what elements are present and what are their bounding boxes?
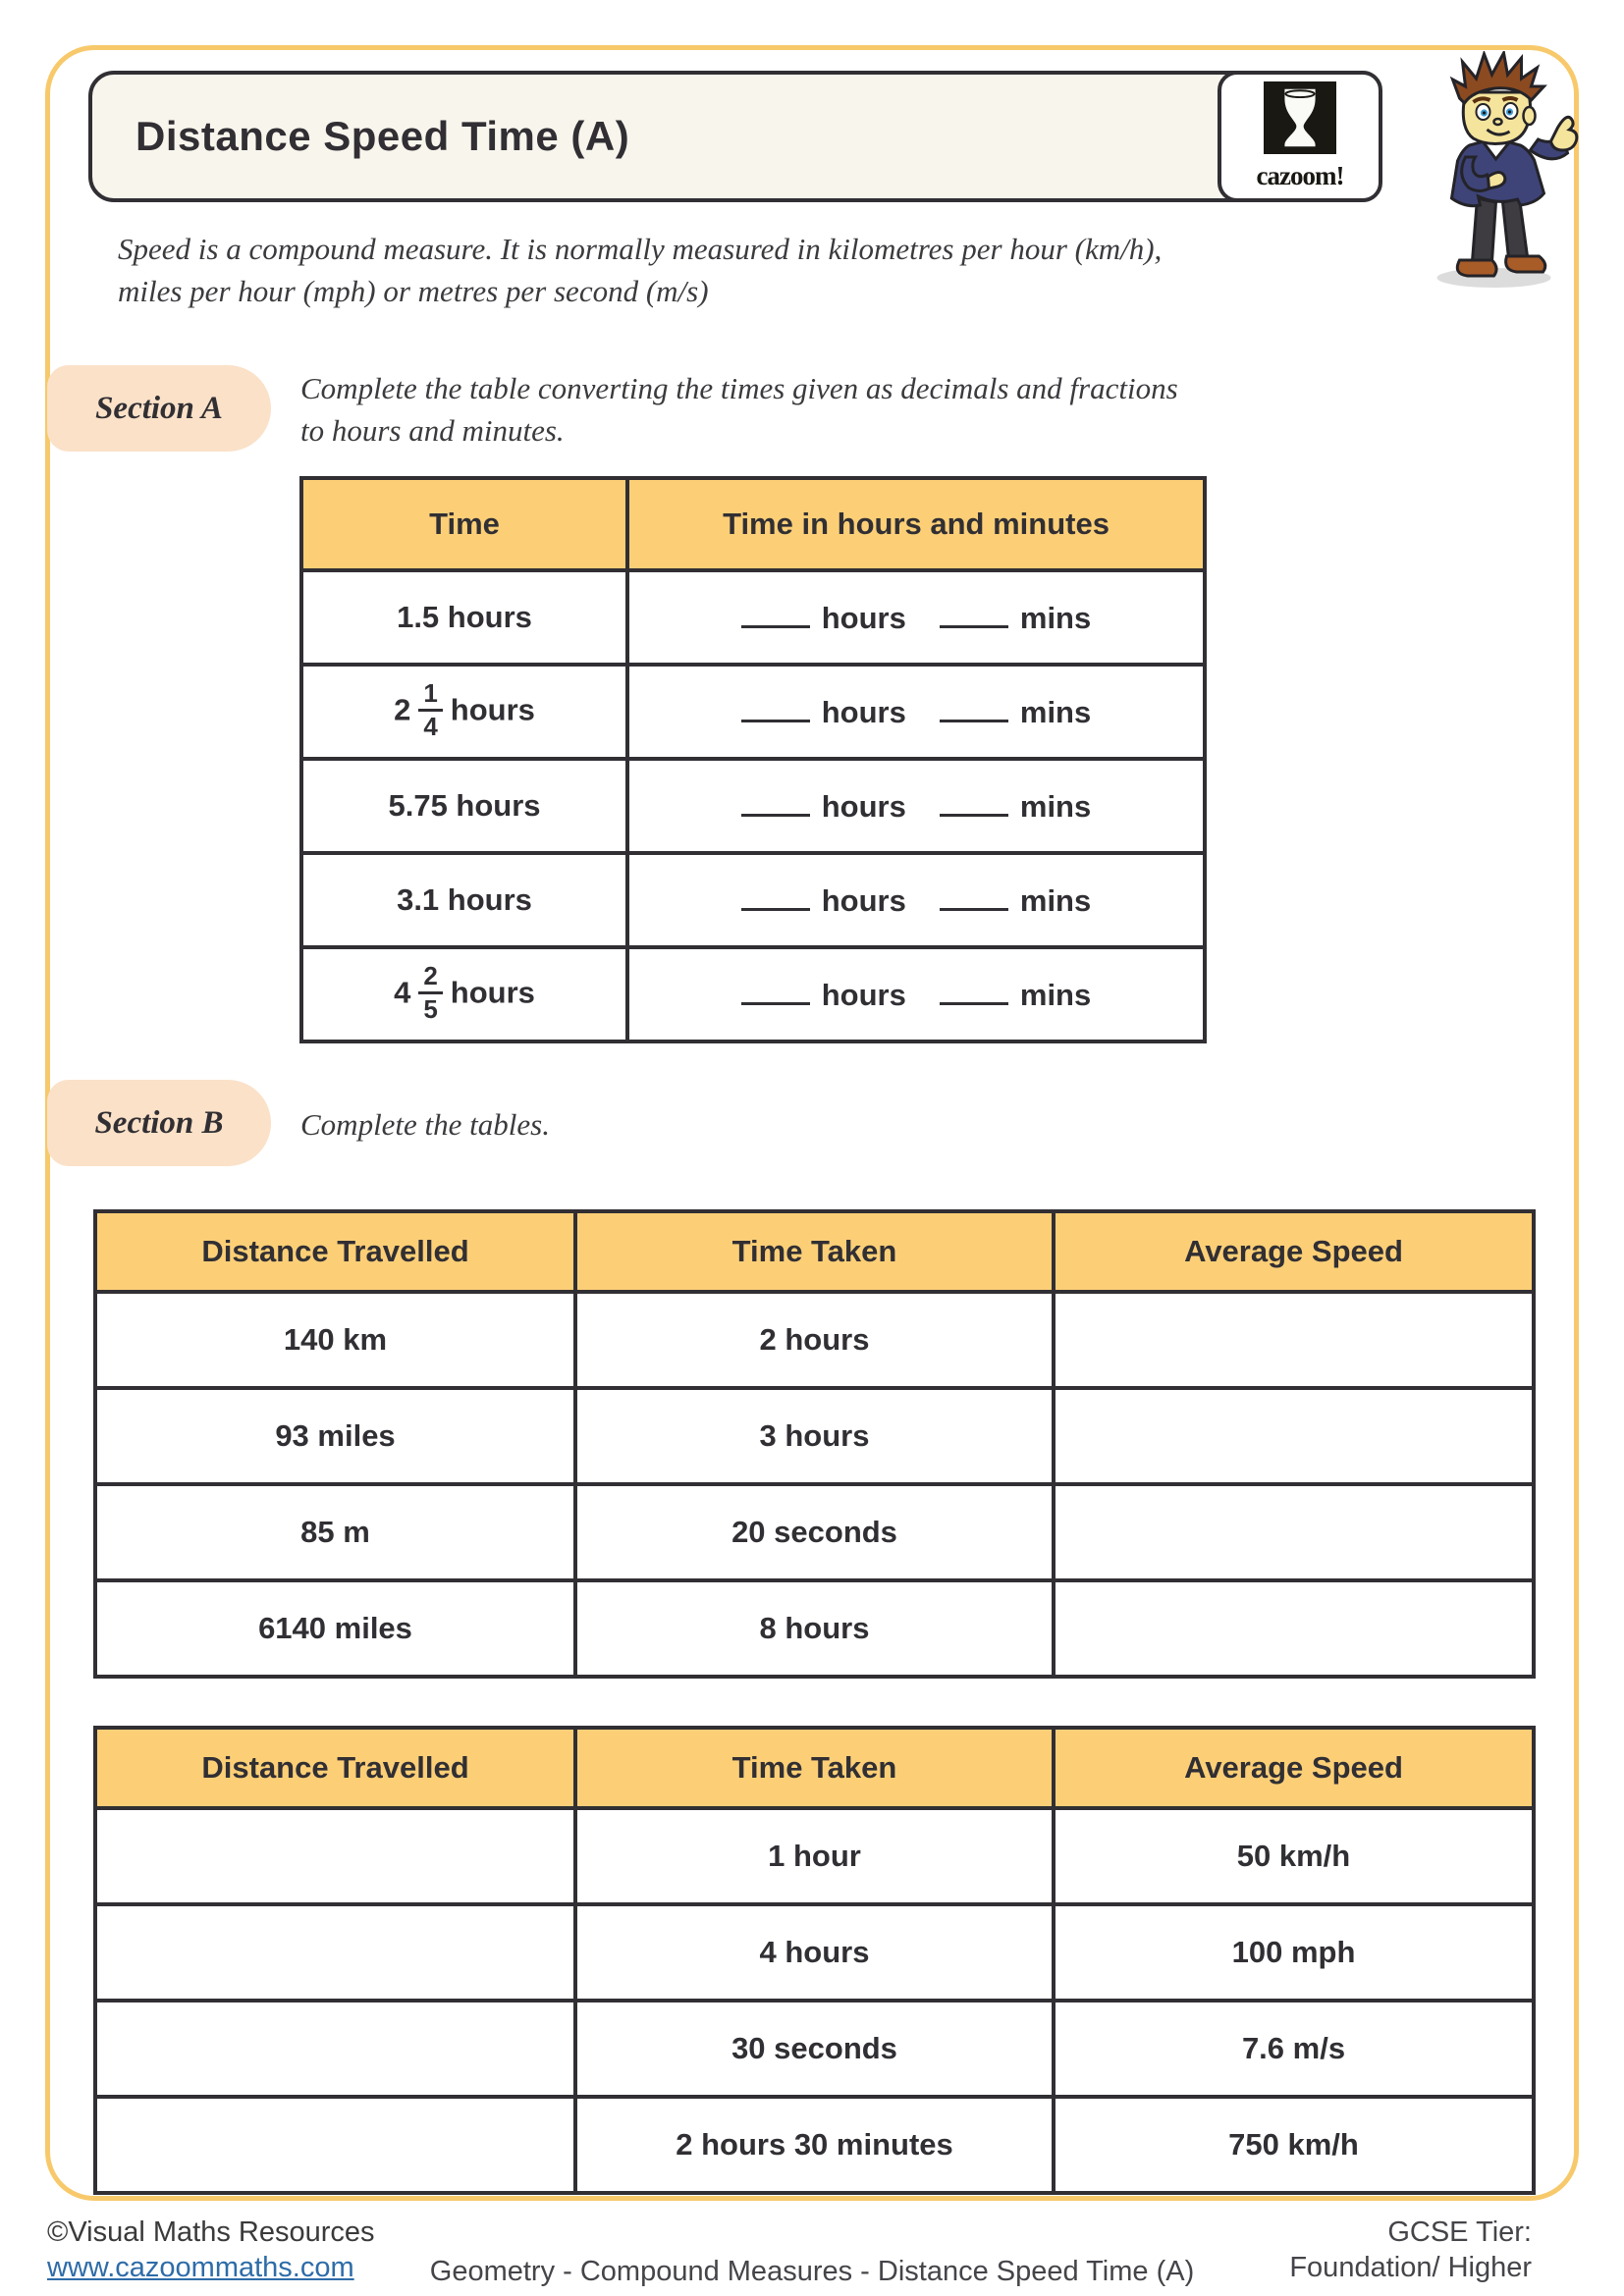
time-value-cell: 3.1 hours: [301, 853, 627, 947]
fraction: [418, 679, 442, 740]
time-unit: hours: [450, 975, 535, 1010]
answer-unit-hours: hours: [821, 600, 906, 635]
answer-cell: [627, 853, 1205, 947]
answer-unit-hours: hours: [821, 694, 906, 729]
value-cell: 7.6 m/s: [1054, 2001, 1534, 2097]
answer-blank-hours: [741, 600, 810, 628]
answer-unit-hours: hours: [821, 977, 906, 1012]
empty-answer-cell: [95, 2001, 575, 2097]
value-cell: 20 seconds: [575, 1484, 1054, 1580]
footer-category: Geometry - Compound Measures - Distance Speed Time (A): [429, 2256, 1195, 2287]
intro-paragraph: [118, 228, 1453, 312]
answer-cell: [627, 947, 1205, 1041]
value-cell: 2 hours: [575, 1292, 1054, 1388]
table-row: [301, 665, 1205, 759]
empty-answer-cell: [95, 2097, 575, 2193]
table-row: [95, 1808, 1534, 1904]
column-header: Distance Travelled: [95, 1728, 575, 1808]
answer-unit-mins: mins: [1019, 694, 1092, 729]
answer-cell: [627, 665, 1205, 759]
page-title: Distance Speed Time (A): [135, 113, 630, 159]
answer-blank-mins: [940, 882, 1008, 911]
section-b-label: Section B: [47, 1080, 271, 1166]
table-row: [301, 570, 1205, 665]
section-a-instruction-line-2: to hours and minutes.: [300, 413, 565, 448]
footer-copyright: ©Visual Maths Resources: [47, 2216, 375, 2248]
time-value-cell: 5.75 hours: [301, 759, 627, 853]
column-header: Average Speed: [1054, 1728, 1534, 1808]
fraction-numerator: 2: [418, 962, 442, 994]
table-row: [95, 1388, 1534, 1484]
speed-table-2: [93, 1726, 1536, 2195]
time-conversion-table: [299, 476, 1207, 1043]
section-a-instruction-line-1: Complete the table converting the times given as decimals and fractions: [300, 371, 1178, 405]
column-header: Distance Travelled: [95, 1211, 575, 1292]
value-cell: 30 seconds: [575, 2001, 1054, 2097]
column-header: Average Speed: [1054, 1211, 1534, 1292]
table-row: [95, 2097, 1534, 2193]
time-value-cell: [301, 665, 627, 759]
section-b-table-1: [93, 1209, 1536, 1679]
speed-table-1: [93, 1209, 1536, 1679]
answer-cell: [627, 570, 1205, 665]
fraction-denominator: 4: [423, 711, 438, 741]
value-cell: 93 miles: [95, 1388, 575, 1484]
table-header-row: [95, 1211, 1534, 1292]
column-header: Time: [301, 478, 627, 570]
mixed-number-whole: 2: [394, 692, 411, 727]
answer-blank-hours: [741, 694, 810, 722]
column-header: Time in hours and minutes: [627, 478, 1205, 570]
table-row: [95, 2001, 1534, 2097]
table-header-row: [95, 1728, 1534, 1808]
value-cell: 8 hours: [575, 1580, 1054, 1677]
answer-unit-hours: hours: [821, 882, 906, 918]
answer-unit-mins: mins: [1019, 977, 1092, 1012]
empty-answer-cell: [1054, 1484, 1534, 1580]
answer-unit-mins: mins: [1019, 788, 1092, 824]
footer-tier-value: Foundation/ Higher: [1289, 2252, 1532, 2283]
answer-blank-mins: [940, 694, 1008, 722]
value-cell: 750 km/h: [1054, 2097, 1534, 2193]
intro-line-1: Speed is a compound measure. It is normally measured in kilometres per hour (km/h),: [118, 232, 1163, 266]
value-cell: 3 hours: [575, 1388, 1054, 1484]
answer-blank-mins: [940, 600, 1008, 628]
fraction-denominator: 5: [423, 993, 438, 1024]
table-row: [301, 853, 1205, 947]
value-cell: 140 km: [95, 1292, 575, 1388]
column-header: Time Taken: [575, 1211, 1054, 1292]
answer-cell: [627, 759, 1205, 853]
table-row: [301, 947, 1205, 1041]
answer-blank-hours: [741, 882, 810, 911]
table-header-row: [301, 478, 1205, 570]
answer-blank-hours: [741, 788, 810, 817]
answer-unit-mins: mins: [1019, 882, 1092, 918]
column-header: Time Taken: [575, 1728, 1054, 1808]
table-row: [301, 759, 1205, 853]
empty-answer-cell: [95, 1808, 575, 1904]
answer-blank-hours: [741, 977, 810, 1005]
value-cell: 85 m: [95, 1484, 575, 1580]
table-row: [95, 1292, 1534, 1388]
value-cell: 1 hour: [575, 1808, 1054, 1904]
value-cell: 50 km/h: [1054, 1808, 1534, 1904]
footer-website-link[interactable]: www.cazoommaths.com: [47, 2252, 354, 2283]
title-bar: [88, 71, 1379, 202]
table-row: [95, 1580, 1534, 1677]
time-unit: hours: [450, 692, 535, 727]
mixed-number-whole: 4: [394, 975, 411, 1010]
empty-answer-cell: [1054, 1580, 1534, 1677]
answer-unit-hours: hours: [821, 788, 906, 824]
answer-blank-mins: [940, 788, 1008, 817]
value-cell: 4 hours: [575, 1904, 1054, 2001]
empty-answer-cell: [1054, 1388, 1534, 1484]
value-cell: 100 mph: [1054, 1904, 1534, 2001]
section-a-table: [299, 476, 1207, 1043]
fraction: [418, 962, 442, 1023]
fraction-numerator: 1: [418, 679, 442, 712]
section-a-instruction: [300, 367, 1380, 452]
value-cell: 2 hours 30 minutes: [575, 2097, 1054, 2193]
cazoom-logo-box: [1218, 71, 1382, 202]
answer-unit-mins: mins: [1019, 600, 1092, 635]
section-b-table-2: [93, 1726, 1536, 2195]
section-b-instruction: Complete the tables.: [300, 1107, 550, 1142]
table-row: [95, 1484, 1534, 1580]
goblet-logo-icon: [1264, 81, 1336, 159]
table-row: [95, 1904, 1534, 2001]
empty-answer-cell: [1054, 1292, 1534, 1388]
time-value-cell: [301, 947, 627, 1041]
section-a-label: Section A: [47, 365, 271, 452]
empty-answer-cell: [95, 1904, 575, 2001]
value-cell: 6140 miles: [95, 1580, 575, 1677]
intro-line-2: miles per hour (mph) or metres per second (m/s): [118, 274, 709, 308]
time-value-cell: 1.5 hours: [301, 570, 627, 665]
brand-name: cazoom!: [1256, 161, 1344, 190]
footer-tier-label: GCSE Tier:: [1387, 2216, 1532, 2248]
answer-blank-mins: [940, 977, 1008, 1005]
